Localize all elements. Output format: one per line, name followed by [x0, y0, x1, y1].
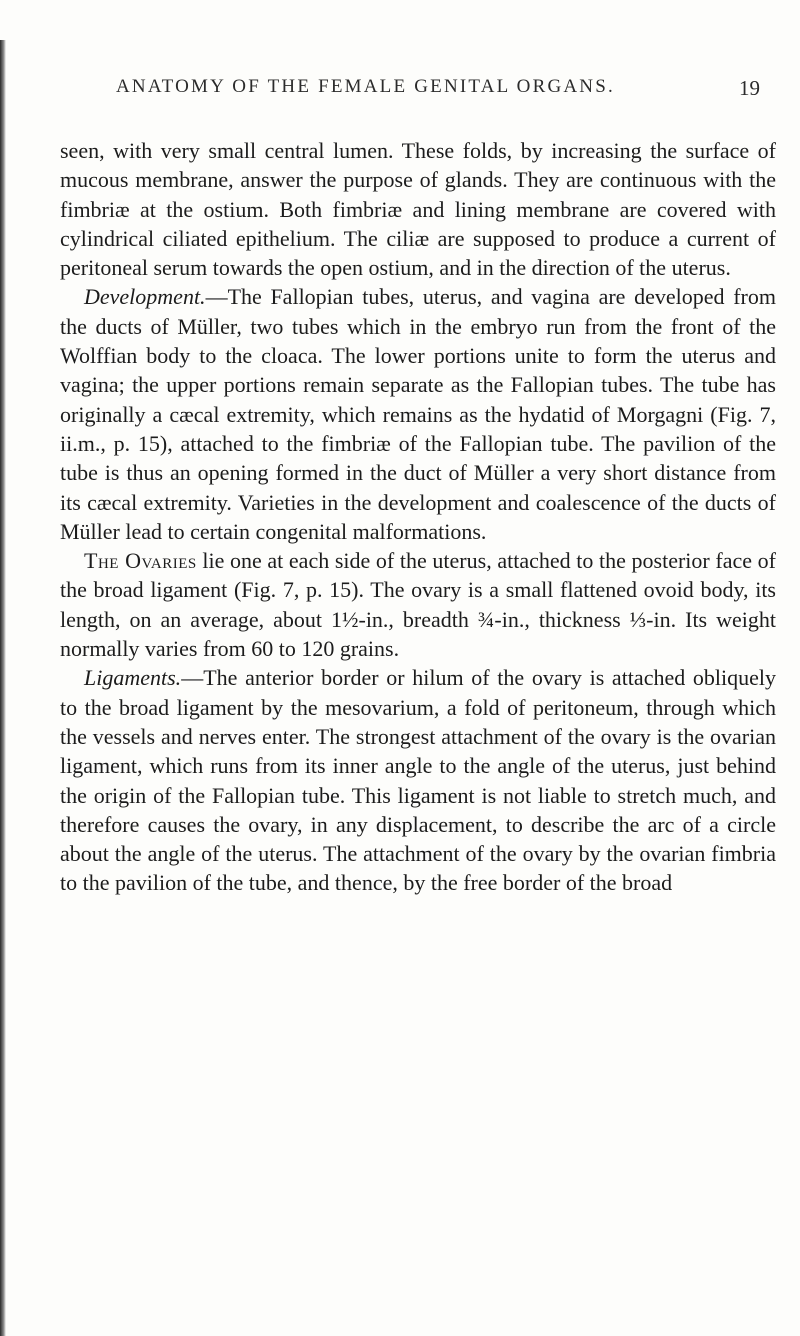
paragraph-text: —The anterior border or hilum of the ovary is attached obliquely to the broad ligament by the mesovarium, a fold of peritoneum, through which the vessels and nerves enter. The strongest attachment of the ovary is the ovarian ligament, which runs from its inner angle to the angle of the uterus, just behind the origin of the Fallopian tube. This ligament is not liable to stretch much, and therefore causes the ovary, in any displacement, to describe the arc of a circle about the angle of the uterus. The attachment of the ovary by the ovarian fimbria to the pavilion of the tube, and thence, by the free border of the broad: [60, 665, 776, 896]
paragraph-heading: Ligaments.: [84, 665, 182, 691]
paragraph-text: lie one at each side of the uterus, attached to the posterior face of the broad ligament (Fig. 7, p. 15). The ovary is a small flattened ovoid body, its length, on an average, about 1½-in., breadth ¾-in., thickness ⅓-in. Its weight normally varies from 60 to 120 grains.: [60, 548, 776, 662]
paragraph-heading: Development.: [84, 284, 206, 310]
paragraph-heading: The Ovaries: [84, 548, 197, 574]
paragraph-epithelium: [60, 136, 776, 282]
running-title: ANATOMY OF THE FEMALE GENITAL ORGANS.: [116, 76, 615, 97]
page-number: 19: [739, 76, 760, 100]
body-text: [60, 136, 776, 898]
paragraph-ligaments: [60, 663, 776, 897]
page-edge-shadow: [0, 40, 6, 1336]
paragraph-text: seen, with very small central lumen. These folds, by increasing the surface of mucous membrane, answer the purpose of glands. They are continuous with the fimbriæ at the ostium. Both fimbriæ and lining membrane are covered with cylindrical ciliated epithelium. The ciliæ are supposed to produce a current of peritoneal serum towards the open ostium, and in the direction of the uterus.: [60, 138, 776, 281]
paragraph-text: —The Fallopian tubes, uterus, and vagina are developed from the ducts of Müller, two tubes which in the embryo run from the front of the Wolffian body to the cloaca. The lower portions unite to form the uterus and vagina; the upper portions remain separate as the Fallopian tubes. The tube has originally a cæcal extremity, which remains as the hydatid of Morgagni (Fig. 7, ii.m., p. 15), attached to the fimbriæ of the Fallopian tube. The pavilion of the tube is thus an opening formed in the duct of Müller a very short distance from its cæcal extremity. Varieties in the development and coalescence of the ducts of Müller lead to certain congenital malformations.: [60, 284, 776, 544]
running-head: [116, 76, 760, 106]
paragraph-development: [60, 282, 776, 546]
paragraph-ovaries: [60, 546, 776, 663]
